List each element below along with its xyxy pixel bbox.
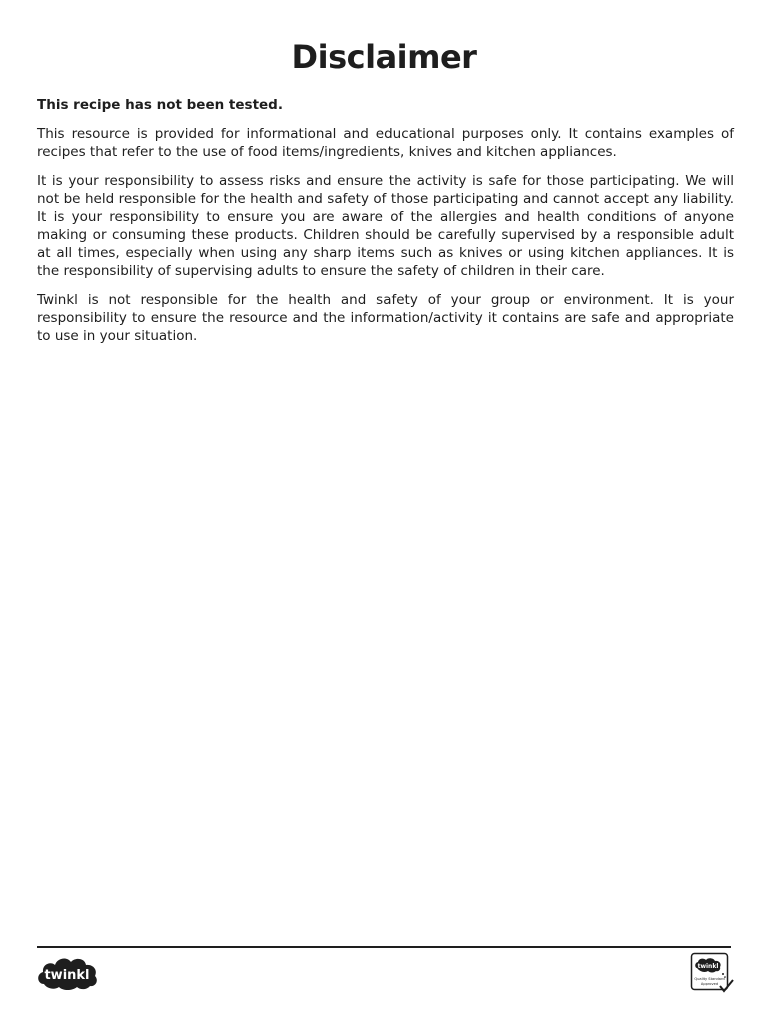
footer-divider (37, 946, 731, 948)
paragraph-purpose: This resource is provided for informational and educational purposes only. It contains examples of recipes that refer to the use of food items/ingredients, knives and kitchen appliances. (37, 126, 734, 160)
badge-line-1: Quality Standard (694, 977, 725, 981)
paragraph-liability: Twinkl is not responsible for the health and safety of your group or environment. It is your responsibility to ensure the resource and the information/activity it contains are safe and appropriate to use in your situation. (37, 292, 734, 344)
page-title: Disclaimer (291, 38, 477, 76)
quality-standard-badge-icon (690, 952, 734, 994)
untested-notice: This recipe has not been tested. (37, 97, 283, 113)
twinkl-cloud-logo-icon (36, 952, 100, 992)
badge-brand: twinkl (697, 963, 719, 970)
paragraph-responsibility: It is your responsibility to assess risks and ensure the activity is safe for those participating. We will not be held responsible for the health and safety of those participating and cannot accept any liability. It is your responsibility to ensure you are aware of the allergies and health conditions of anyone making or consuming these products. Children should be carefully supervised by a responsible adult at all times, especially when using any sharp items such as knives or using kitchen appliances. It is the responsibility of supervising adults to ensure the safety of children in their care. (37, 173, 734, 279)
badge-line-2: Approved (700, 982, 719, 986)
disclaimer-body (37, 96, 734, 356)
logo-wordmark: twinkl (44, 968, 90, 983)
